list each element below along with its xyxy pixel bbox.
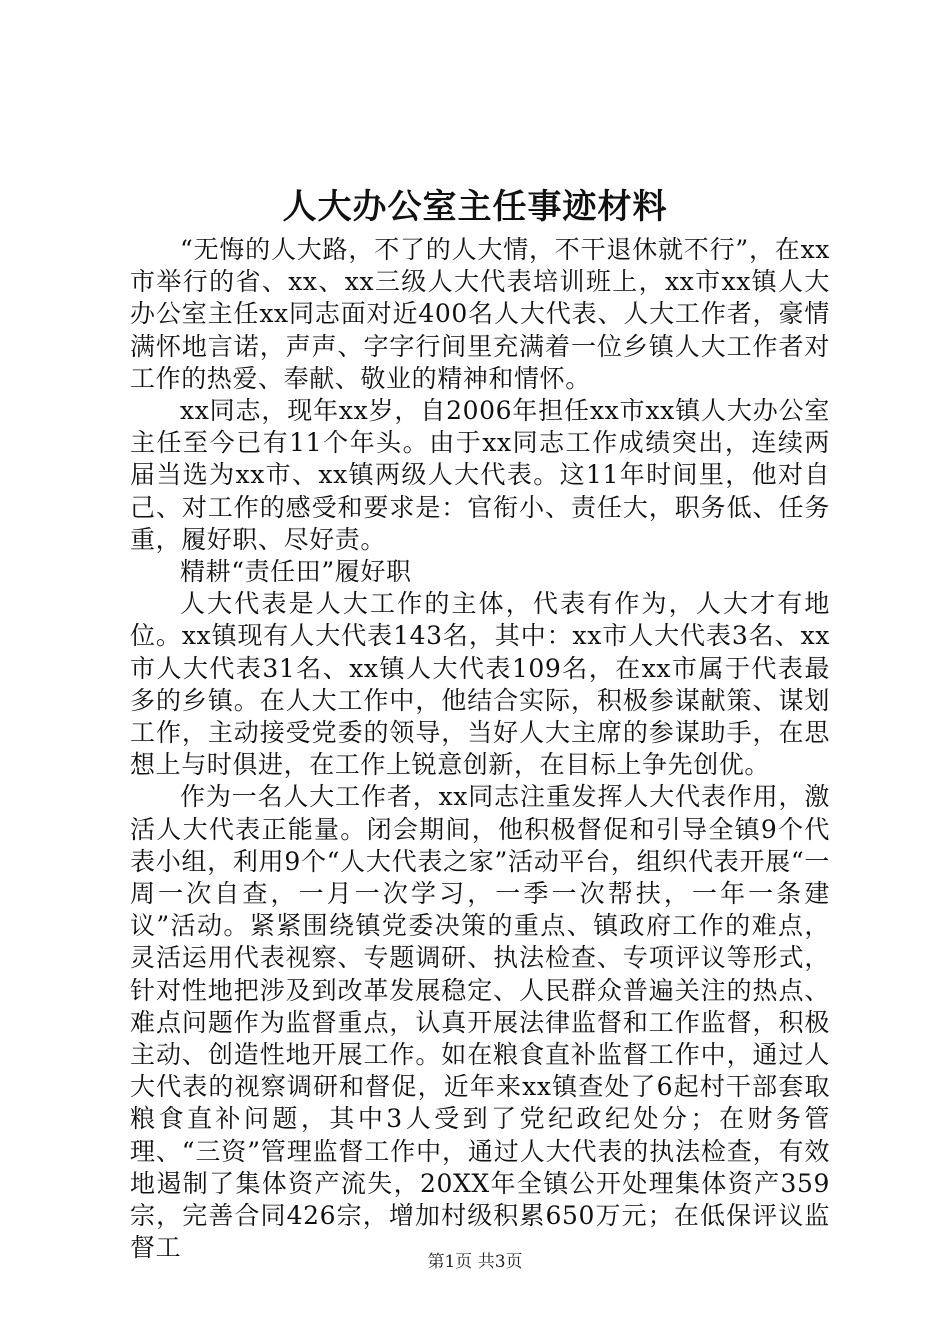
paragraph-4: 作为一名人大工作者，xx同志注重发挥人大代表作用，激活人大代表正能量。闭会期间，他积极督促和引导全镇9个代表小组，利用9个“人大代表之家”活动平台，组织代表开展“一周一次自查，一月一次学习，一季一次帮扶，一年一条建议”活动。紧紧围绕镇党委决策的重点、镇政府工作的难点，灵活运用代表视察、专题调研、执法检查、专项评议等形式，针对性地把涉及到改革发展稳定、人民群众普遍关注的热点、难点问题作为监督重点，认真开展法律监督和工作监督，积极主动、创造性地开展工作。如在粮食直补监督工作中，通过人大代表的视察调研和督促，近年来xx镇查处了6起村干部套取粮食直补问题，其中3人受到了党纪政纪处分；在财务管理、“三资”管理监督工作中，通过人大代表的执法检查，有效地遏制了集体资产流失，20XX年全镇公开处理集体资产359宗，完善合同426宗，增加村级积累650万元；在低保评议监督工 (130, 782, 830, 1263)
paragraph-3: 人大代表是人大工作的主体，代表有作为，人大才有地位。xx镇现有人大代表143名，其中：xx市人大代表3名、xx市人大代表31名、xx镇人大代表109名，在xx市属于代表最多的乡镇。在人大工作中，他结合实际，积极参谋献策、谋划工作，主动接受党委的领导，当好人大主席的参谋助手，在思想上与时俱进，在工作上锐意创新，在目标上争先创优。 (130, 589, 830, 780)
section-heading: 精耕“责任田”履好职 (180, 557, 412, 587)
paragraph-1: “无悔的人大路，不了的人大情，不干退休就不行”，在xx市举行的省、xx、xx三级人大代表培训班上，xx市xx镇人大办公室主任xx同志面对近400名人大代表、人大工作者，豪情满怀地言诺，声声、字字行间里充满着一位乡镇人大工作者对工作的热爱、奉献、敬业的精神和情怀。 (130, 235, 830, 393)
paragraph-2: xx同志，现年xx岁，自2006年担任xx市xx镇人大办公室主任至今已有11个年头。由于xx同志工作成绩突出，连续两届当选为xx市、xx镇两级人大代表。这11年时间里，他对自己、对工作的感受和要求是：官衔小、责任大，职务低、任务重，履好职、尽好责。 (130, 396, 830, 554)
document-body (130, 234, 830, 1265)
page-number-footer: 第1页 共3页 (427, 1252, 523, 1272)
document-title: 人大办公室主任事迹材料 (282, 187, 668, 227)
